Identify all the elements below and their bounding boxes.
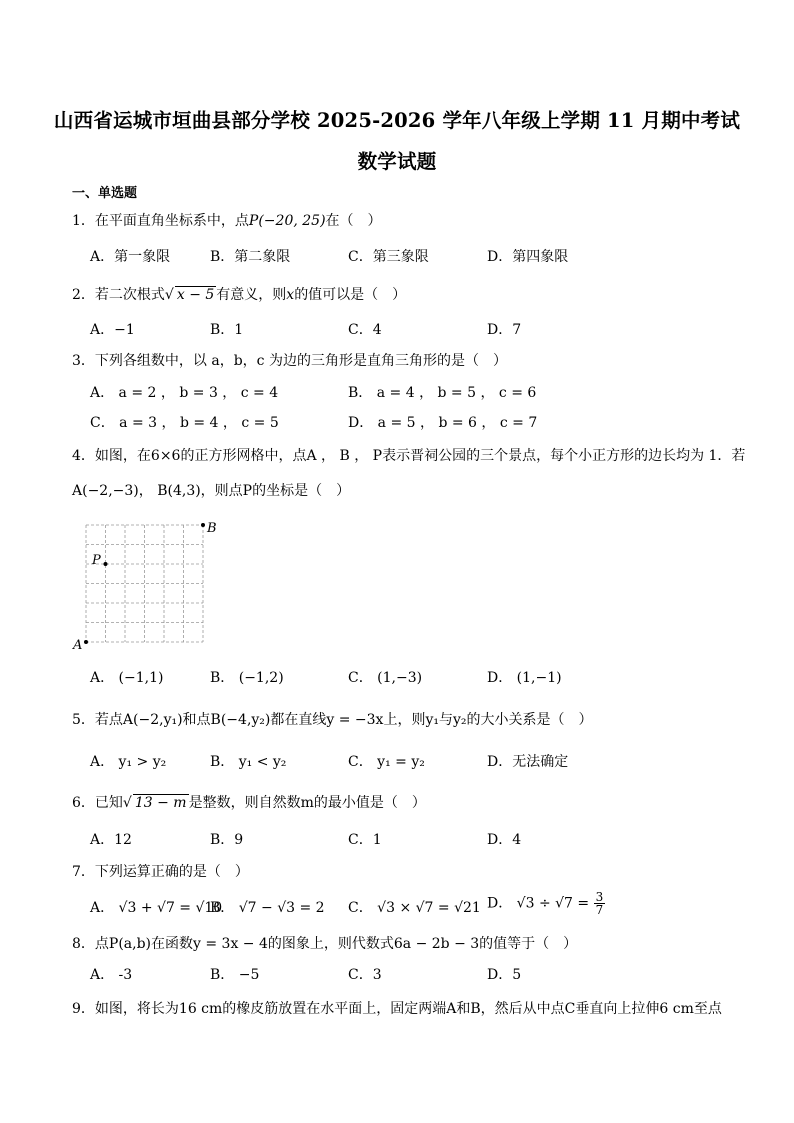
q4-option-d: D． (1,−1) — [487, 670, 562, 686]
question-2-stem: 2．若二次根式√ x − 5 有意义，则x的值可以是（ ） — [72, 287, 407, 303]
exam-title: 山西省运城市垣曲县部分学校 2025-2026 学年八年级上学期 11 月期中考试 — [53, 109, 741, 132]
q3-option-a: A． a = 2 ， b = 3 ， c = 4 — [90, 385, 279, 401]
q5-option-b: B． y₁ < y₂ — [210, 754, 287, 770]
q7-option-c: C． √3 × √7 = √21 — [348, 900, 481, 916]
grid-figure — [70, 518, 220, 654]
question-6-stem: 6．已知√ 13 − m 是整数，则自然数m的最小值是（ ） — [72, 795, 426, 811]
q8-option-d: D．5 — [487, 967, 522, 983]
label-a: A — [73, 638, 83, 653]
point-p — [104, 562, 108, 566]
question-4-line-2: A(−2,−3)， B(4,3)，则点P的坐标是（ ） — [72, 483, 351, 499]
q5-option-a: A． y₁ > y₂ — [90, 754, 167, 770]
q3-option-c: C． a = 3 ， b = 4 ， c = 5 — [90, 415, 279, 431]
fraction: $\frac{3}{7}$ — [595, 890, 604, 917]
question-9-stem: 9．如图，将长为16 cm的橡皮筋放置在水平面上，固定两端A和B，然后从中点C垂直向上拉伸6 cm至点 — [72, 1001, 722, 1017]
q1-option-c: C．第三象限 — [348, 249, 429, 265]
q6-option-b: B．9 — [210, 832, 244, 848]
point-b — [201, 523, 205, 527]
q2-option-d: D．7 — [487, 322, 522, 338]
q2-option-c: C．4 — [348, 322, 382, 338]
grid-lines — [86, 525, 203, 642]
question-4-line-1: 4．如图，在6×6的正方形网格中，点A ， B ， P表示晋祠公园的三个景点，每个小正方形的边长均为 1．若 — [72, 448, 746, 464]
question-7-stem: 7．下列运算正确的是（ ） — [72, 864, 249, 880]
q8-option-c: C．3 — [348, 967, 382, 983]
q4-option-a: A． (−1,1) — [90, 670, 164, 686]
q8-option-a: A． -3 — [90, 967, 133, 983]
question-5-stem: 5．若点A(−2,y₁)和点B(−4,y₂)都在直线y = −3x上，则y₁与y₂的大小关系是（ ） — [72, 712, 593, 728]
question-3-stem: 3．下列各组数中，以 a，b，c 为边的三角形是直角三角形的是（ ） — [72, 353, 507, 369]
label-p: P — [92, 553, 101, 568]
q5-option-c: C． y₁ = y₂ — [348, 754, 425, 770]
q1-option-b: B．第二象限 — [210, 249, 291, 265]
q2-option-a: A．−1 — [90, 322, 135, 338]
q5-option-d: D．无法确定 — [487, 754, 569, 770]
q7-option-a: A． √3 + √7 = √10 — [90, 900, 223, 916]
q1-option-a: A．第一象限 — [90, 249, 171, 265]
q7-option-d: D． √3 ÷ √7 = $\frac{3}{7}$ — [487, 890, 604, 917]
q3-option-b: B． a = 4 ， b = 5 ， c = 6 — [348, 385, 537, 401]
label-b: B — [207, 521, 217, 536]
q1-option-d: D．第四象限 — [487, 249, 569, 265]
q6-option-c: C．1 — [348, 832, 382, 848]
q4-option-b: B． (−1,2) — [210, 670, 284, 686]
question-8-stem: 8．点P(a,b)在函数y = 3x − 4的图象上，则代数式6a − 2b − 3的值等于（ ） — [72, 936, 578, 952]
q7-option-b: B． √7 − √3 = 2 — [210, 900, 325, 916]
q6-option-d: D．4 — [487, 832, 522, 848]
q3-option-d: D． a = 5 ， b = 6 ， c = 7 — [348, 415, 538, 431]
q4-option-c: C． (1,−3) — [348, 670, 423, 686]
exam-subtitle: 数学试题 — [357, 150, 437, 173]
question-1-stem: 1．在平面直角坐标系中，点P(−20, 25)在（ ） — [72, 213, 382, 229]
q8-option-b: B． −5 — [210, 967, 260, 983]
q2-option-b: B．1 — [210, 322, 244, 338]
section-heading: 一、单选题 — [72, 186, 138, 201]
point-a — [84, 640, 88, 644]
q6-option-a: A．12 — [90, 832, 132, 848]
